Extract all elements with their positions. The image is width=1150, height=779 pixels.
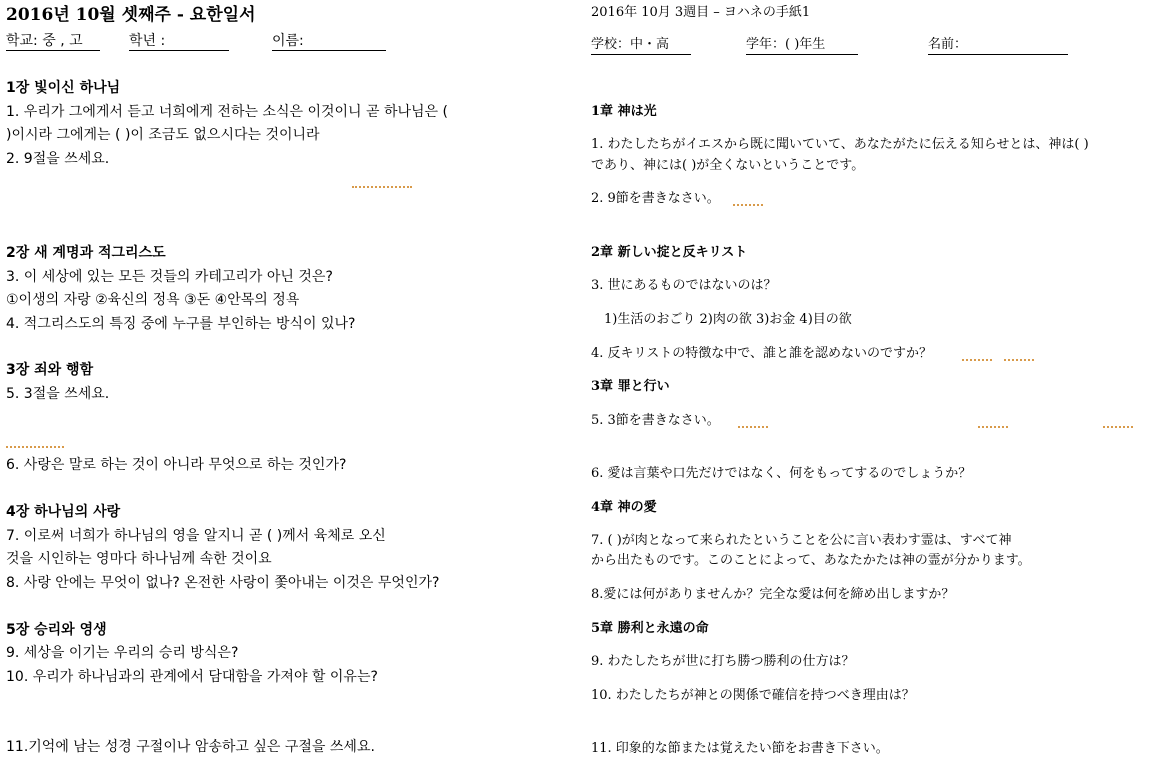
question-4: 4. 적그리스도의 특징 중에 누구를 부인하는 방식이 있나?: [6, 316, 356, 332]
name-label: 이름:: [272, 33, 304, 49]
answer-blank-marker: [1004, 359, 1034, 361]
question-7-line-2: 것을 시인하는 영마다 하나님께 속한 것이요: [6, 551, 272, 567]
grade-underline: [129, 50, 229, 51]
question-3-options-ja: 1)生活のおごり 2)肉の欲 3)お金 4)目の欲: [604, 312, 852, 327]
question-11: 11.기억에 남는 성경 구절이나 암송하고 싶은 구절을 쓰세요.: [6, 739, 375, 755]
grade-label-ja: 学年：( )年生: [746, 37, 826, 52]
page-title-japanese: 2016年 10月 3週目 – ヨハネの手紙1: [591, 5, 811, 20]
question-8-ja: 8.愛には何がありませんか？完全な愛は何を締め出しますか？: [591, 587, 955, 602]
question-3: 3. 이 세상에 있는 모든 것들의 카테고리가 아닌 것은?: [6, 269, 333, 285]
answer-blank-marker: [738, 426, 768, 428]
question-3-ja: 3. 世にあるものではないのは？: [591, 278, 777, 293]
chapter-1-heading-ja: 1章 神は光: [591, 104, 657, 119]
chapter-4-heading-ja: 4章 神の愛: [591, 500, 657, 515]
question-4-ja: 4. 反キリストの特徴な中で、誰と誰を認めないのですか？: [591, 346, 933, 361]
chapter-1-heading: 1장 빛이신 하나님: [6, 80, 121, 96]
question-9-ja: 9. わたしたちが世に打ち勝つ勝利の仕方は？: [591, 654, 855, 669]
question-5-ja: 5. 3節を書きなさい。: [591, 413, 720, 428]
question-6: 6. 사랑은 말로 하는 것이 아니라 무엇으로 하는 것인가?: [6, 457, 347, 473]
question-1-line-1: 1. 우리가 그에게서 듣고 너희에게 전하는 소식은 이것이니 곧 하나님은 (: [6, 104, 448, 120]
school-underline-ja: [591, 54, 691, 55]
question-1-line-2: )이시라 그에게는 ( )이 조금도 없으시다는 것이니라: [6, 127, 320, 143]
chapter-4-heading: 4장 하나님의 사랑: [6, 504, 121, 520]
question-7-line-1: 7. 이로써 너희가 하나님의 영을 알지니 곧 ( )께서 육체로 오신: [6, 528, 386, 544]
answer-blank-marker: [6, 446, 64, 448]
grade-label: 학년 :: [129, 33, 166, 49]
question-1-line-1-ja: 1. わたしたちがイエスから既に聞いていて、あなたがたに伝える知らせとは、神は( ): [591, 137, 1089, 152]
grade-underline-ja: [746, 54, 858, 55]
name-underline-ja: [928, 54, 1068, 55]
school-underline: [6, 50, 100, 51]
answer-blank-marker: [1103, 426, 1133, 428]
chapter-5-heading-ja: 5章 勝利と永遠の命: [591, 621, 709, 636]
question-11-ja: 11. 印象的な節または覚えたい節をお書き下さい。: [591, 741, 889, 756]
question-2-ja: 2. 9節を書きなさい。: [591, 191, 720, 206]
school-label: 학교: 중 , 고: [6, 33, 83, 49]
question-1-line-2-ja: であり、神には( )が全くないということです。: [591, 158, 865, 173]
question-7-line-1-ja: 7. ( )が肉となって来られたということを公に言い表わす霊は、すべて神: [591, 533, 1012, 548]
name-underline: [272, 50, 386, 51]
question-10: 10. 우리가 하나님과의 관계에서 담대함을 가져야 할 이유는?: [6, 669, 378, 685]
chapter-5-heading: 5장 승리와 영생: [6, 622, 107, 638]
question-10-ja: 10. わたしたちが神との関係で確信を持つべき理由は？: [591, 688, 915, 703]
name-label-ja: 名前：: [928, 37, 968, 52]
chapter-2-heading: 2장 새 계명과 적그리스도: [6, 245, 166, 261]
question-9: 9. 세상을 이기는 우리의 승리 방식은?: [6, 645, 239, 661]
chapter-3-heading-ja: 3章 罪と行い: [591, 379, 670, 394]
page-title-korean: 2016년 10월 셋째주 - 요한일서: [6, 5, 256, 25]
chapter-3-heading: 3장 죄와 행함: [6, 362, 94, 378]
chapter-2-heading-ja: 2章 新しい掟と反キリスト: [591, 245, 748, 260]
question-2: 2. 9절을 쓰세요.: [6, 151, 110, 167]
question-7-line-2-ja: から出たものです。このことによって、あなたかたは神の霊が分かります。: [591, 553, 1031, 568]
question-5: 5. 3절을 쓰세요.: [6, 386, 110, 402]
answer-blank-marker: [978, 426, 1008, 428]
answer-blank-marker: [352, 186, 412, 188]
school-label-ja: 学校：中・高: [591, 37, 670, 52]
answer-blank-marker: [962, 359, 992, 361]
question-8: 8. 사랑 안에는 무엇이 없나? 온전한 사랑이 쫓아내는 이것은 무엇인가?: [6, 575, 440, 591]
question-3-options: ①이생의 자랑 ②육신의 정욕 ③돈 ④안목의 정욕: [6, 292, 300, 308]
question-6-ja: 6. 愛は言葉や口先だけではなく、何をもってするのでしょうか？: [591, 466, 972, 481]
answer-blank-marker: [733, 204, 763, 206]
